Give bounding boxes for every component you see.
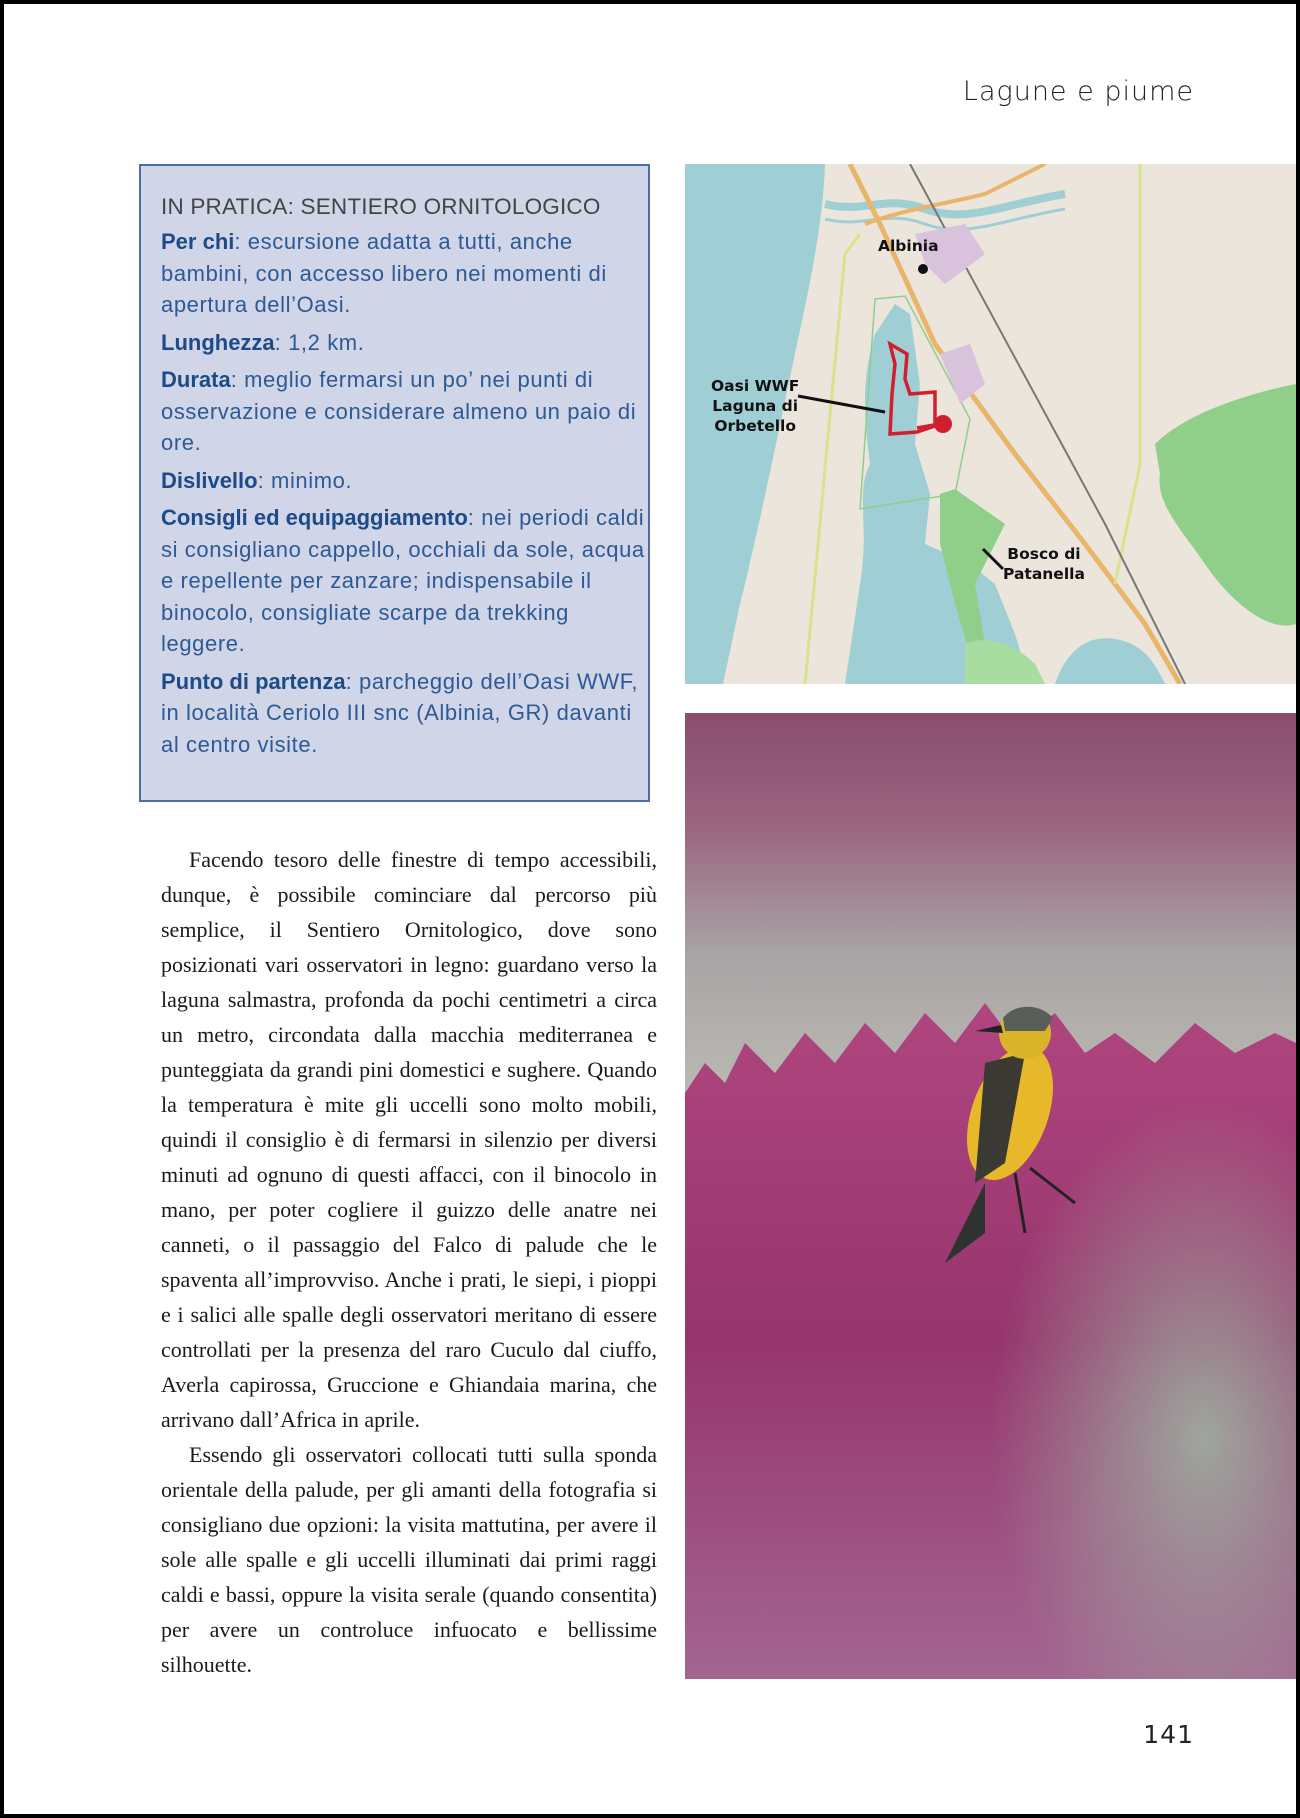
info-item-text: : nei periodi caldi si consigliano cappello, occhiali da sole, acqua e repellente per zanzare; indispensabile il binocolo, consigliate scarpe da trekking leggere. [161,505,645,656]
info-item-text: : 1,2 km. [274,329,365,355]
map-label-oasi-line-3: Orbetello [714,417,796,435]
map-label-bosco-line-1: Bosco di [1007,545,1081,563]
running-head: Lagune e piume [962,76,1194,107]
info-item-text: : escursione adatta a tutti, anche bambini, con accesso libero nei momenti di apertura dell’Oasi. [161,229,607,317]
map-label-oasi [711,376,799,436]
info-item-consigli [161,502,648,660]
map-label-bosco-line-2: Patanella [1003,565,1085,583]
bird-photo [685,713,1296,1679]
info-item-punto-partenza [161,666,648,761]
map-town-marker [918,264,928,274]
info-item-text: : parcheggio dell’Oasi WWF, in località Ceriolo III snc (Albinia, GR) davanti al centro visite. [161,668,639,757]
info-item-text: : meglio fermarsi un po’ nei punti di osservazione e considerare almeno un paio di ore. [161,367,637,455]
trail-map [685,164,1296,684]
body-paragraph: Facendo tesoro delle finestre di tempo accessibili, dunque, è possibile cominciare dal percorso più semplice, il Sentiero Ornitologico, dove sono posizionati vari osservatori in legno: guardano verso la laguna salmastra, profonda da pochi centimetri a circa un metro, circondata dalla macchia mediterranea e punteggiata da grandi pini domestici e sughere. Quando la temperatura è mite gli uccelli sono molto mobili, quindi il consiglio è di fermarsi in silenzio per diversi minuti ad ognuno di questi affacci, con il binocolo in mano, per poter cogliere il guizzo delle anatre nei canneti, o il passaggio del Falco di palude che le spaventa all’improvviso. Anche i prati, le siepi, i pioppi e i salici alle spalle degli osservatori meritano di essere controllati per la presenza del raro Cuculo dal ciuffo, Averla capirossa, Gruccione e Ghiandaia marina, che arrivano dall’Africa in aprile. [161,847,657,1432]
book-page [4,4,1296,1814]
info-box-in-pratica [139,164,650,802]
map-label-oasi-line-2: Laguna di [712,397,799,415]
info-item-label: Lunghezza [161,329,275,355]
info-item-durata [161,364,648,459]
page-number: 141 [1143,1720,1194,1749]
map-label-bosco [1003,544,1085,584]
map-label-oasi-line-1: Oasi WWF [711,377,800,395]
map-label-albinia: Albinia [878,237,939,255]
body-text [161,842,657,1682]
info-item-per-chi [161,226,648,321]
photo-graphic [685,713,1296,1679]
body-paragraph: Essendo gli osservatori collocati tutti sulla sponda orientale della palude, per gli amanti della fotografia si consigliano due opzioni: la visita mattutina, per avere il sole alle spalle e gli uccelli illuminati dai primi raggi caldi e bassi, oppure la visita serale (quando consentita) per avere un controluce infuocato e bellissime silhouette. [161,1442,657,1677]
info-box-title: IN PRATICA: SENTIERO ORNITOLOGICO [161,194,601,219]
photo-foreground-blur [685,713,1296,1679]
info-item-label: Dislivello [161,467,258,493]
info-item-label: Consigli ed equipaggiamento [161,505,468,530]
info-item-lunghezza [161,327,648,359]
info-item-label: Punto di partenza [161,668,346,694]
info-item-text: : minimo. [257,467,353,493]
info-item-label: Durata [161,367,231,392]
info-item-dislivello [161,465,648,497]
info-item-label: Per chi [161,229,235,254]
map-start-point [934,415,952,433]
